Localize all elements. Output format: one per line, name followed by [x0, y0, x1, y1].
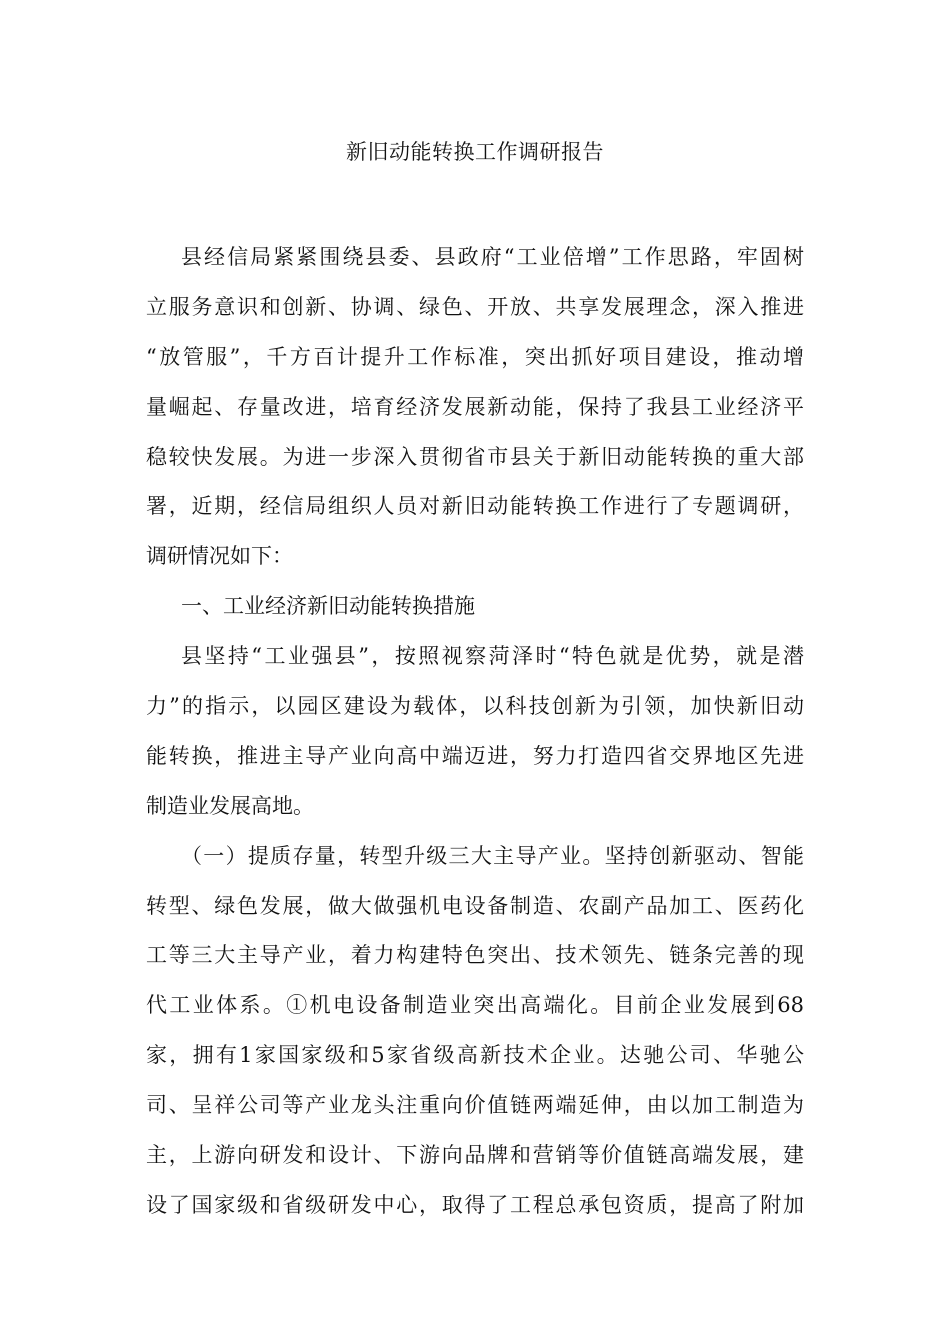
section-heading: 一、工业经济新旧动能转换措施: [181, 594, 475, 619]
paragraph-line: 调研情况如下：: [146, 544, 293, 569]
paragraph-line: 立服务意识和创新、协调、绿色、开放、共享发展理念，深入推进: [146, 294, 804, 319]
paragraph-line: “放管服”，千方百计提升工作标准，突出抓好项目建设，推动增: [146, 344, 804, 369]
paragraph-line: 司、呈祥公司等产业龙头注重向价值链两端延伸，由以加工制造为: [146, 1093, 804, 1118]
paragraph-line: 能转换，推进主导产业向高中端迈进，努力打造四省交界地区先进: [146, 743, 804, 768]
paragraph-line: 主，上游向研发和设计、下游向品牌和营销等价值链高端发展，建: [146, 1143, 804, 1168]
document-title: 新旧动能转换工作调研报告: [346, 140, 604, 164]
paragraph-line: 量崛起、存量改进，培育经济发展新动能，保持了我县工业经济平: [146, 394, 804, 419]
paragraph-line: 署，近期，经信局组织人员对新旧动能转换工作进行了专题调研，: [146, 494, 804, 519]
document-body: [146, 233, 804, 1231]
paragraph-line: 制造业发展高地。: [146, 793, 314, 818]
paragraph-line: 家，拥有1家国家级和5家省级高新技术企业。达驰公司、华驰公: [146, 1043, 804, 1068]
paragraph-line: 转型、绿色发展，做大做强机电设备制造、农副产品加工、医药化: [146, 893, 804, 918]
paragraph-line: （一）提质存量，转型升级三大主导产业。坚持创新驱动、智能: [181, 843, 804, 868]
paragraph-line: 设了国家级和省级研发中心，取得了工程总承包资质，提高了附加: [146, 1192, 804, 1217]
paragraph-line: 工等三大主导产业，着力构建特色突出、技术领先、链条完善的现: [146, 943, 804, 968]
paragraph-line: 力”的指示，以园区建设为载体，以科技创新为引领，加快新旧动: [146, 694, 804, 719]
paragraph-line: 代工业体系。①机电设备制造业突出高端化。目前企业发展到68: [146, 993, 804, 1018]
paragraph-line: 县坚持“工业强县”，按照视察菏泽时“特色就是优势，就是潜: [181, 644, 804, 669]
paragraph-line: 稳较快发展。为进一步深入贯彻省市县关于新旧动能转换的重大部: [146, 444, 804, 469]
paragraph-line: 县经信局紧紧围绕县委、县政府“工业倍增”工作思路，牢固树: [181, 245, 804, 269]
